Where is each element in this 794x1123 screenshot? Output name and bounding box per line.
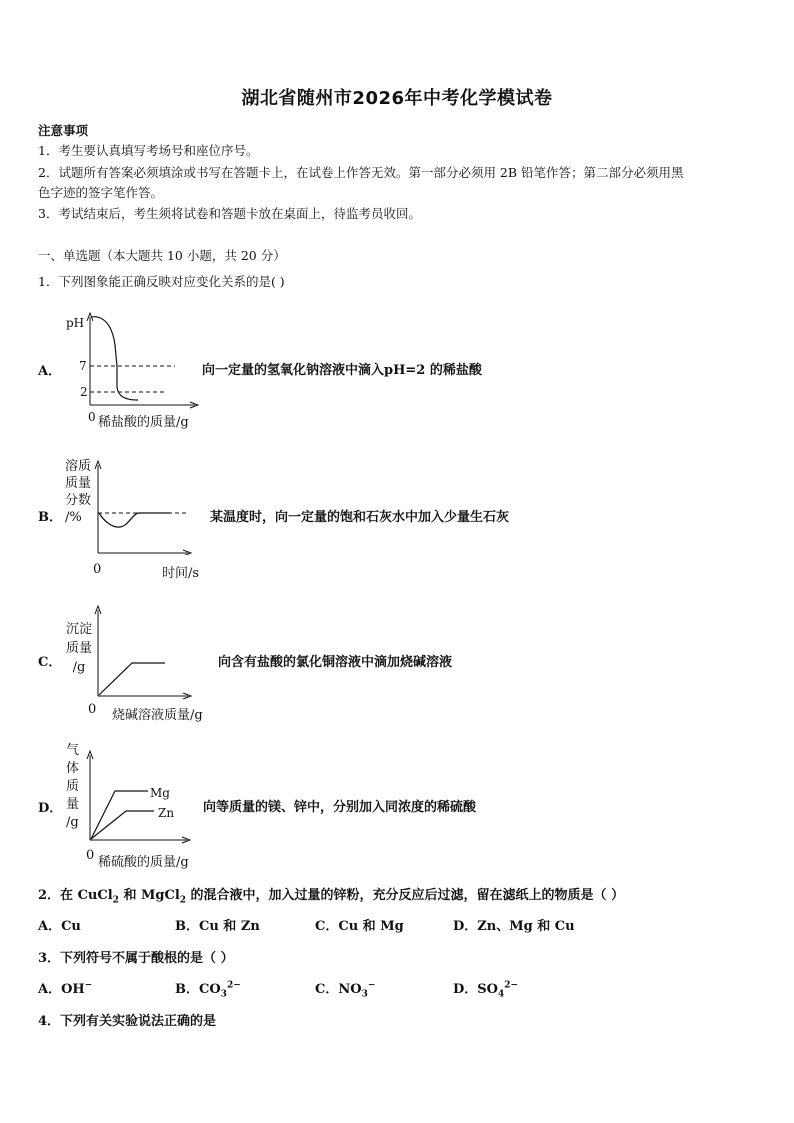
graph-c: [90, 600, 200, 700]
option-b-label: B．: [38, 510, 62, 525]
note-item: 2．试题所有答案必须填涂或书写在答题卡上，在试卷上作答无效。第一部分必须用 2B 铅笔作答；第二部分必须用黑: [38, 165, 684, 180]
origin-label: 0: [88, 410, 96, 424]
q3-option-a: A．OH−: [38, 980, 93, 997]
origin-label-b: 0: [93, 562, 102, 577]
y-axis-title: pH: [66, 316, 85, 330]
series-label-mg: Mg: [150, 786, 170, 800]
option-c-desc: 向含有盐酸的氯化铜溶液中滴加烧碱溶液: [218, 655, 453, 670]
y-axis-line: /%: [65, 510, 82, 525]
question-3-stem: 3．下列符号不属于酸根的是（ ）: [38, 951, 234, 966]
y-axis-line: /g: [66, 815, 79, 830]
precipitate-curve: [99, 663, 165, 695]
notes-heading: 注意事项: [38, 123, 89, 138]
zn-curve: [91, 811, 154, 839]
y-axis-title-c: [66, 620, 92, 677]
q3-option-c: C．$NO_3^-$: [315, 980, 376, 1000]
y-axis-line: 沉淀: [66, 622, 93, 637]
ph-curve: [91, 317, 138, 400]
y-axis-line: 溶质: [65, 459, 92, 474]
y-axis-line: 气: [66, 743, 80, 758]
origin-label-d: 0: [86, 848, 95, 863]
option-a-label: A．: [38, 364, 62, 379]
tick-2: 2: [80, 385, 88, 399]
option-d-label: D．: [38, 801, 63, 816]
y-axis-line: 分数: [65, 493, 92, 508]
y-axis-line: 质: [66, 779, 80, 794]
y-axis-line: 质量: [66, 641, 93, 656]
tick-7: 7: [79, 359, 87, 373]
question-4-stem: 4．下列有关实验说法正确的是: [38, 1014, 217, 1029]
question-2-stem: 2．在 CuCl$_2$ 和 MgCl$_2$ 的混合液中，加入过量的锌粉，充分反应后过滤，留在滤纸上的物质是（ ）: [38, 888, 625, 906]
x-axis-title-c: 烧碱溶液质量/g: [112, 708, 203, 723]
y-axis-title-d: [66, 742, 79, 832]
note-item: 1．考生要认真填写考场号和座位序号。: [38, 143, 259, 158]
y-axis-line: /g: [72, 660, 86, 675]
q2-option-a: A．Cu: [38, 919, 81, 934]
q2-option-c: C．Cu 和 Mg: [315, 919, 404, 934]
origin-label-c: 0: [88, 702, 97, 717]
x-axis-title-b: 时间/s: [162, 566, 200, 581]
series-label-zn: Zn: [158, 806, 175, 820]
page-title: 湖北省随州市2026年中考化学模试卷: [241, 88, 553, 109]
q3-option-b: B．$CO_3^{2-}$: [175, 980, 241, 1000]
y-axis-line: 量: [66, 797, 80, 812]
section-heading: 一、单选题（本大题共 10 小题，共 20 分）: [38, 248, 286, 263]
fraction-curve: [99, 513, 170, 527]
option-b-desc: 某温度时，向一定量的饱和石灰水中加入少量生石灰: [210, 510, 510, 525]
option-d-desc: 向等质量的镁、锌中，分别加入同浓度的稀硫酸: [203, 800, 477, 815]
x-axis-title-a: 稀盐酸的质量/g: [98, 415, 189, 430]
option-c-label: C．: [38, 655, 62, 670]
y-axis-line: 质量: [65, 476, 92, 491]
note-item: 色字迹的签字笔作答。: [38, 185, 164, 200]
y-axis-line: 体: [66, 761, 80, 776]
x-axis-title-d: 稀硫酸的质量/g: [98, 855, 189, 870]
graph-b: [90, 455, 200, 555]
q2-option-b: B．Cu 和 Zn: [175, 919, 260, 934]
option-a-desc: 向一定量的氢氧化钠溶液中滴入pH=2 的稀盐酸: [202, 363, 482, 378]
q3-option-d: D．$SO_4^{2-}$: [453, 980, 519, 1000]
q2-option-d: D．Zn、Mg 和 Cu: [453, 919, 575, 934]
y-axis-title-b: [65, 458, 91, 526]
graph-d: [82, 745, 197, 845]
question-1-stem: 1．下列图象能正确反映对应变化关系的是( ): [38, 274, 285, 289]
note-item: 3．考试结束后，考生须将试卷和答题卡放在桌面上，待监考员收回。: [38, 206, 421, 221]
